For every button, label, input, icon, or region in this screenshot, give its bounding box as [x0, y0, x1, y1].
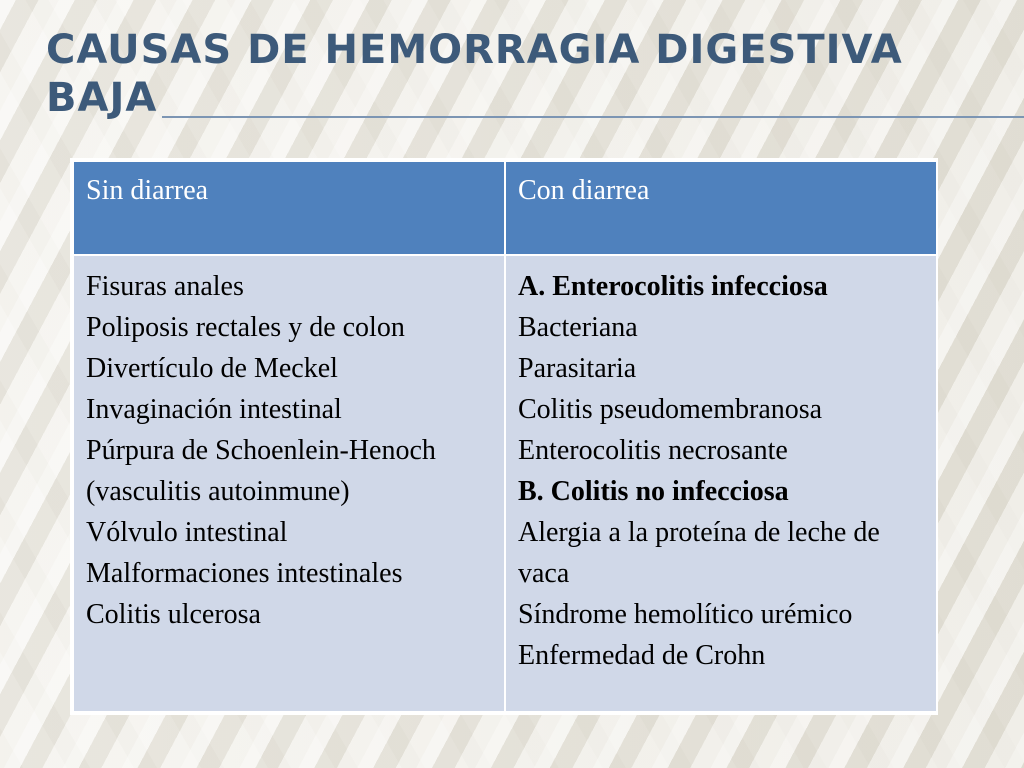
slide-title: CAUSAS DE HEMORRAGIA DIGESTIVA BAJA [46, 27, 903, 121]
list-item: Enterocolitis necrosante [518, 435, 788, 466]
list-item: Colitis pseudomembranosa [518, 394, 823, 425]
list-item: Colitis ulcerosa [86, 599, 261, 630]
list-item: Poliposis rectales y de colon [86, 312, 405, 343]
list-item: Síndrome hemolítico urémico [518, 599, 853, 630]
list-item: Alergia a la proteína de leche de vaca [518, 517, 880, 589]
list-item: Vólvulo intestinal [86, 517, 288, 548]
list-item: Enfermedad de Crohn [518, 640, 766, 671]
list-item: Parasitaria [518, 353, 637, 384]
sin-diarrea-cell [73, 255, 505, 712]
list-item: Invaginación intestinal [86, 394, 342, 425]
header-con-diarrea: Con diarrea [505, 161, 937, 255]
list-item: Malformaciones intestinales [86, 558, 403, 589]
con-diarrea-cell [505, 255, 937, 712]
list-item: Bacteriana [518, 312, 638, 343]
list-item: Púrpura de Schoenlein-Henoch (vasculitis autoinmune) [86, 435, 436, 507]
header-sin-diarrea: Sin diarrea [73, 161, 505, 255]
group-heading: A. Enterocolitis infecciosa [518, 271, 828, 302]
title-underline [162, 116, 1024, 118]
group-heading: B. Colitis no infecciosa [518, 476, 789, 507]
table-header-row [73, 161, 937, 255]
causes-table [70, 158, 938, 715]
table-row [73, 255, 937, 712]
list-item: Fisuras anales [86, 271, 244, 302]
causes-table-grid [72, 160, 938, 713]
list-item: Divertículo de Meckel [86, 353, 338, 384]
